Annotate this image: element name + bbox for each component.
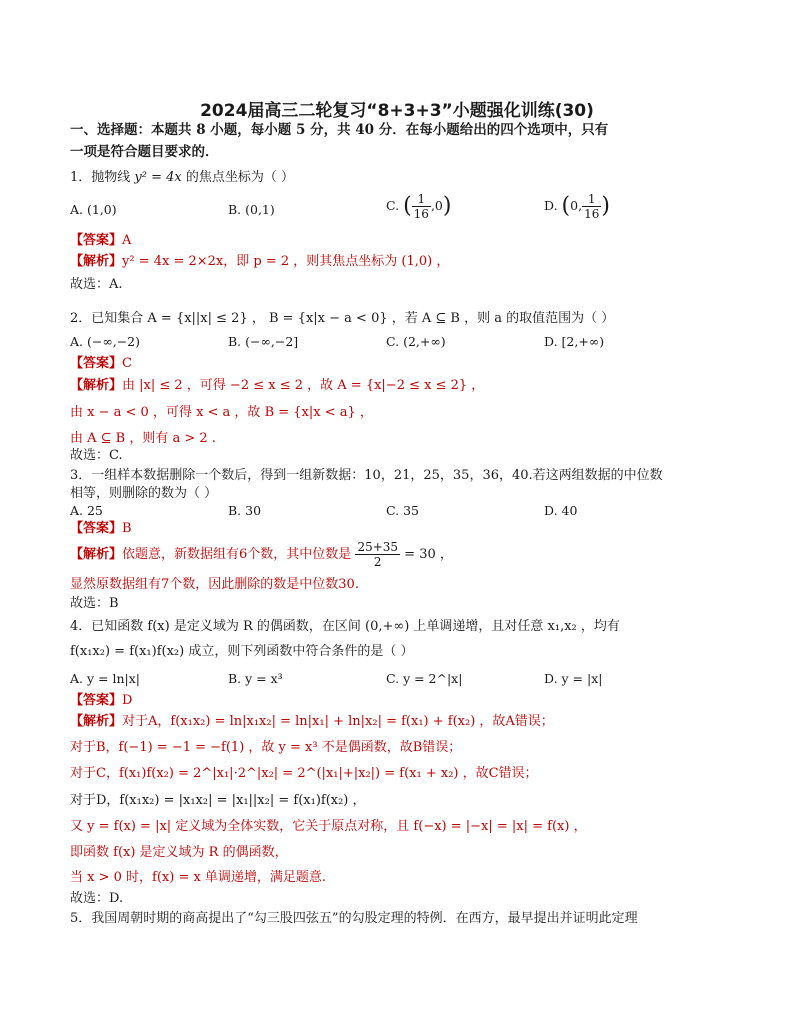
q2-analysis-line2: 由 x − a < 0 ，可得 x < a ，故 B = {x|x < a} ， (70, 405, 373, 420)
q2-option-c: C. (2,+∞) (386, 334, 446, 349)
q4-analysis-line6: 即函数 f(x) 是定义域为 R 的偶函数， (70, 845, 288, 860)
q3-option-b: B. 30 (228, 503, 262, 518)
q4-analysis-line2: 对于B，f(−1) = −1 = −f(1) ，故 y = x³ 不是偶函数，故B错误； (70, 740, 462, 755)
q1-option-c-fraction: $\frac{1}{16}$ (413, 192, 429, 221)
question-3-stem-line1: 3．一组样本数据删除一个数后，得到一组新数据：10，21，25，35，36，40.若这两组数据的中位数 (70, 468, 663, 483)
question-3-stem-line2: 相等，则删除的数为（ ） (70, 486, 218, 501)
q4-option-d: D. y = |x| (544, 671, 603, 686)
q3-option-c: C. 35 (386, 503, 419, 518)
q3-conclusion: 故选：B (70, 596, 119, 611)
q1-option-c: C. ( $\frac{1}{16}$ ,0) (386, 192, 452, 221)
q1-option-b: B. (0,1) (228, 202, 275, 217)
q4-analysis-line4: 对于D，f(x₁x₂) = |x₁x₂| = |x₁||x₂| = f(x₁)f(x₂) ， (70, 793, 366, 808)
q1-analysis: 【解析】y² = 4x = 2×2x，即 p = 2 ，则其焦点坐标为 (1,0) ， (70, 254, 450, 269)
section-heading-line2: 一项是符合题目要求的． (70, 144, 219, 160)
question-4-stem-line2: f(x₁x₂) = f(x₁)f(x₂) 成立，则下列函数中符合条件的是（ ） (70, 644, 414, 659)
q3-analysis-line1: 【解析】依题意，新数据组有6个数，其中位数是 $\frac{25+35}{2}$ = 30 ， (70, 540, 453, 569)
question-5-stem-line1: 5．我国周朝时期的商高提出了“勾三股四弦五”的勾股定理的特例．在西方，最早提出并证明此定理 (70, 911, 638, 926)
q2-answer: 【答案】C (70, 356, 132, 371)
q2-analysis-line3: 由 A ⊆ B ，则有 a > 2 . (70, 431, 216, 446)
q2-option-d: D. [2,+∞) (544, 334, 605, 349)
question-2-stem: 2．已知集合 A = {x||x| ≤ 2} ， B = {x|x − a < 0} ，若 A ⊆ B ，则 a 的取值范围为（ ） (70, 311, 615, 326)
q3-median-fraction: $\frac{25+35}{2}$ (357, 540, 399, 569)
q1-equation: y² = 4x (134, 170, 182, 185)
q2-conclusion: 故选：C. (70, 448, 123, 463)
q4-answer: 【答案】D (70, 693, 133, 708)
q4-option-b: B. y = x³ (228, 671, 283, 686)
q2-option-b: B. (−∞,−2] (228, 334, 299, 349)
q1-option-a: A. (1,0) (70, 202, 117, 217)
question-4-stem-line1: 4．已知函数 f(x) 是定义域为 R 的偶函数，在区间 (0,+∞) 上单调递增，且对任意 x₁,x₂ ，均有 (70, 619, 620, 634)
q4-analysis-line1: 【解析】对于A，f(x₁x₂) = ln|x₁x₂| = ln|x₁| + ln|x₂| = f(x₁) + f(x₂) ，故A错误； (70, 714, 554, 729)
section-heading-line1: 一、选择题：本题共 8 小题，每小题 5 分，共 40 分．在每小题给出的四个选项中，只有 (70, 122, 609, 138)
q3-option-a: A. 25 (70, 503, 103, 518)
q4-analysis-line5: 又 y = f(x) = |x| 定义域为全体实数，它关于原点对称，且 f(−x) = |−x| = |x| = f(x) ， (70, 819, 587, 834)
q2-option-a: A. (−∞,−2) (70, 334, 141, 349)
q1-conclusion: 故选：A. (70, 277, 123, 292)
q4-option-a: A. y = ln|x| (70, 671, 140, 686)
q4-option-c: C. y = 2^|x| (386, 671, 463, 686)
q3-option-d: D. 40 (544, 503, 578, 518)
page-title: 2024届高三二轮复习“8+3+3”小题强化训练(30) (200, 101, 594, 121)
question-1-stem: 1．抛物线 y² = 4x 的焦点坐标为（ ） (70, 170, 295, 185)
q1-answer: 【答案】A (70, 233, 132, 248)
q3-answer: 【答案】B (70, 521, 132, 536)
q4-conclusion: 故选：D. (70, 891, 124, 906)
q3-analysis-line2: 显然原数据组有7个数，因此删除的数是中位数30. (70, 577, 359, 592)
q1-option-d: D. (0, $\frac{1}{16}$ ) (544, 192, 610, 221)
q4-analysis-line7: 当 x > 0 时，f(x) = x 单调递增，满足题意. (70, 870, 327, 885)
q4-analysis-line3: 对于C，f(x₁)f(x₂) = 2^|x₁|·2^|x₂| = 2^(|x₁|+|x₂|) = f(x₁ + x₂) ，故C错误； (70, 766, 538, 781)
q2-analysis-line1: 【解析】由 |x| ≤ 2 ，可得 −2 ≤ x ≤ 2 ，故 A = {x|−2 ≤ x ≤ 2} ， (70, 378, 485, 393)
q1-option-d-fraction: $\frac{1}{16}$ (584, 192, 600, 221)
